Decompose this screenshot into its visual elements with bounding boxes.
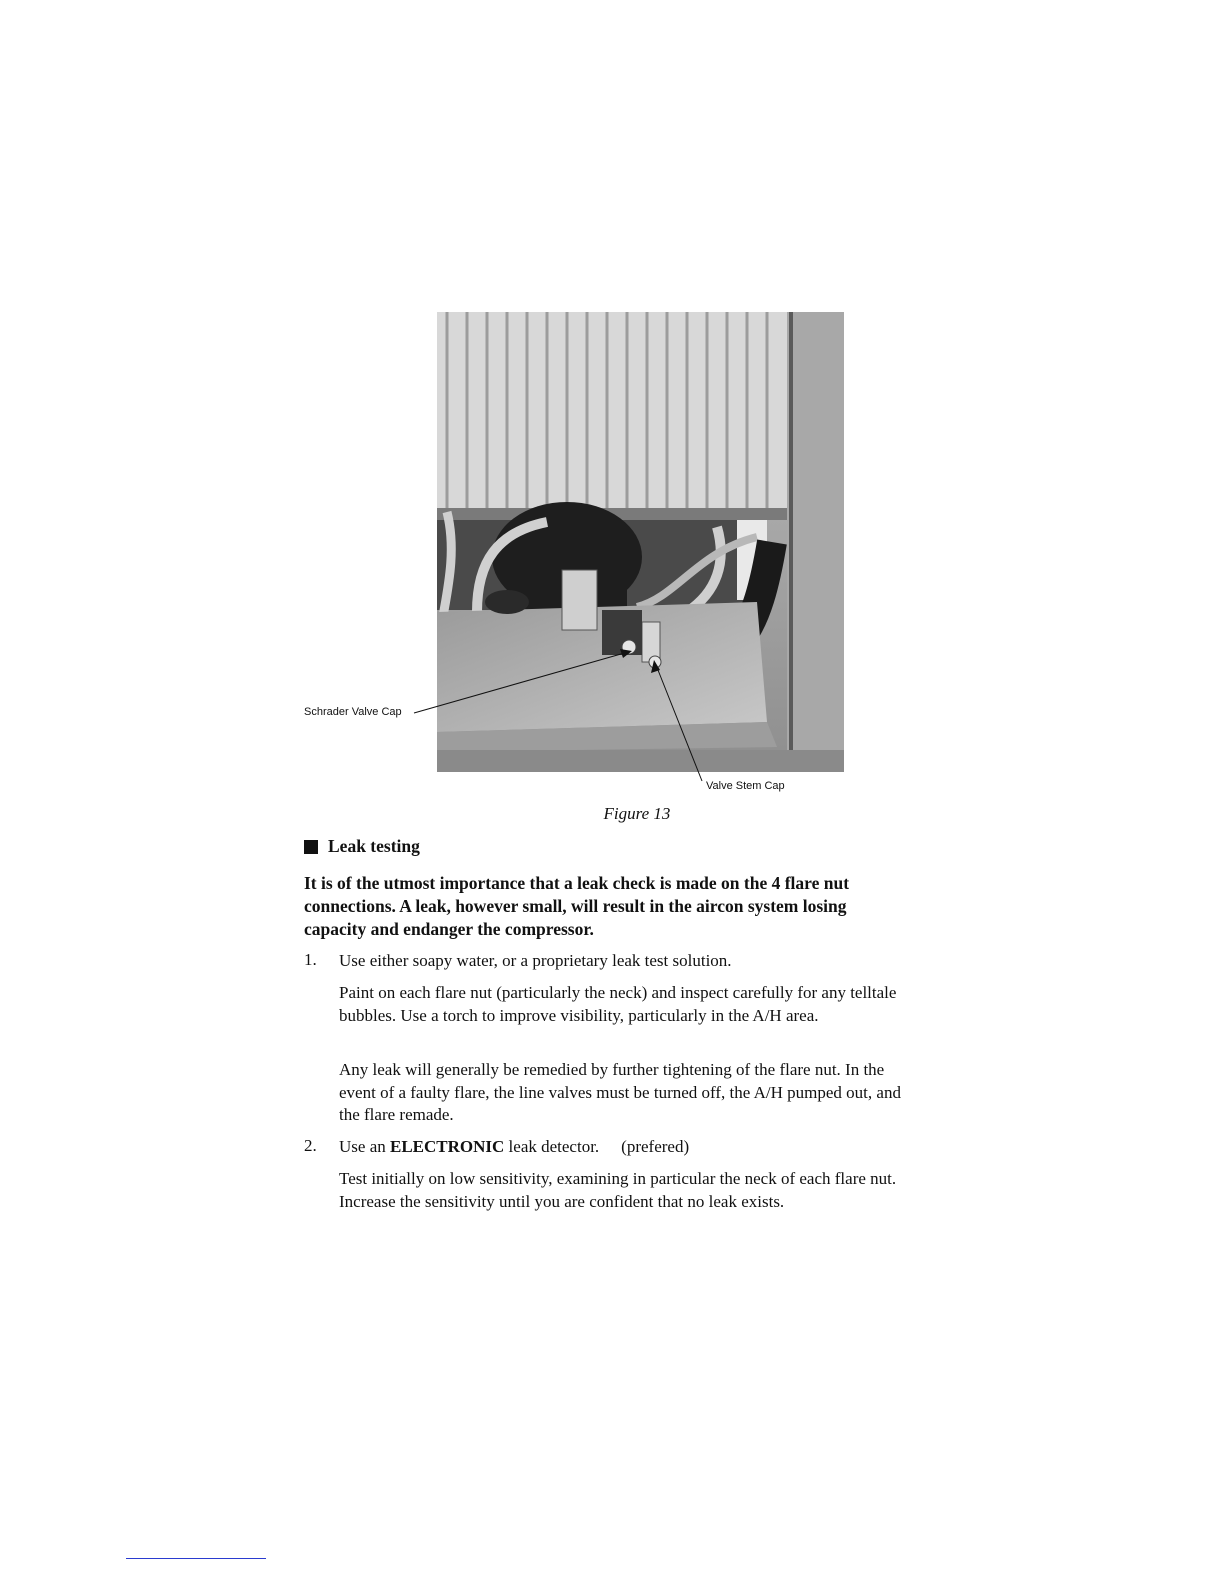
step-2-suffix: leak detector. [508,1137,600,1156]
figure-photo [437,312,844,772]
step-1-text: Use either soapy water, or a proprietary leak test solution. [339,951,732,970]
step-2-bold-term: ELECTRONIC [389,1137,505,1156]
step-1-paragraph-2: Any leak will generally be remedied by further tightening of the flare nut. In the event of a faulty flare, the line valves must be turned off, the A/H pumped out, and the flare remade. [339,1060,901,1124]
step-2-paragraph-1: Test initially on low sensitivity, examining in particular the neck of each flare nut. Increase the sensitivity until you are confident that no leak exists. [339,1169,897,1211]
warning-paragraph: It is of the utmost importance that a leak check is made on the 4 flare nut connections. A leak, however small, will result in the aircon system losing capacity and endanger the compressor. [304,873,850,939]
step-2-note: (prefered) [621,1137,690,1156]
step-2-text [339,1136,919,1159]
figure-caption: Figure 13 [603,804,671,823]
square-bullet-icon [304,840,318,854]
step-1-paragraph-1: Paint on each flare nut (particularly the neck) and inspect carefully for any telltale bubbles. Use a torch to improve visibility, particularly in the A/H area. [339,983,897,1025]
callout-valve-stem-cap: Valve Stem Cap [706,780,785,792]
section-heading [304,835,924,858]
footnote-rule [126,1558,266,1559]
step-2-number: 2. [304,1136,317,1155]
step-2-prefix: Use an [339,1137,386,1156]
section-heading-text: Leak testing [328,836,420,856]
callout-schrader-valve-cap: Schrader Valve Cap [304,706,402,718]
step-1-number: 1. [304,950,317,969]
